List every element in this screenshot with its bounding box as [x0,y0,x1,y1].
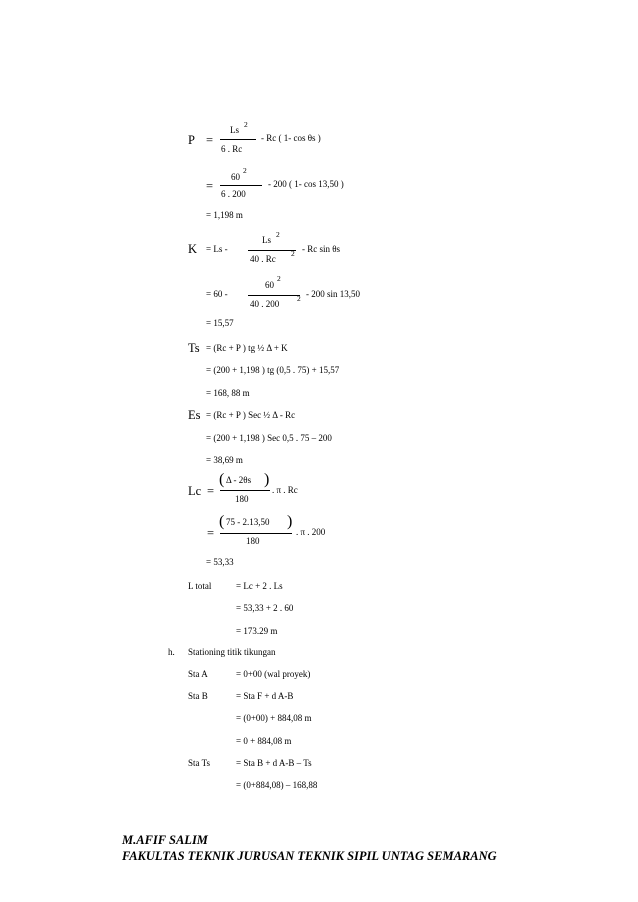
footer-institution: FAKULTAS TEKNIK JURUSAN TEKNIK SIPIL UNTAG SEMARANG [122,849,497,863]
footer-author: M.AFIF SALIM [122,833,208,847]
ltotal-line-2: = 53,33 + 2 . 60 [236,603,294,613]
lc-f2-den: 180 [246,536,260,546]
station-label: Sta Ts [188,758,210,768]
p-f1-num: Ls [230,125,239,135]
station-label: Sta B [188,691,208,701]
p-f1-den: 6 . Rc [221,144,243,154]
stationing-heading: Stationing titik tikungan [188,647,276,657]
ts-line-2: = (200 + 1,198 ) tg (0,5 . 75) + 15,57 [206,365,340,375]
lc-f2-tail: . π . 200 [296,527,326,537]
k-f1-num: Ls [262,235,271,245]
k-f1-den: 40 . Rc [250,254,276,264]
lc-f1-tail: . π . Rc [272,485,298,495]
station-value: = 0+00 (wal proyek) [236,669,311,679]
k-result: = 15,57 [206,318,234,328]
station-value: = Sta B + d A-B – Ts [236,758,312,768]
station-value: = (0+00) + 884,08 m [236,713,312,723]
stationing-marker: h. [168,647,175,657]
lc-f1-den: 180 [235,494,249,504]
lc-f2-num: 75 - 2.13,50 [226,517,270,527]
ltotal-line-1: = Lc + 2 . Ls [236,581,283,591]
lc-f1-bar [220,490,270,491]
ltotal-line-3: = 173.29 m [236,626,278,636]
lc-f1-lparen: ( [219,471,225,488]
p-f2-num-sup: 2 [243,166,247,175]
ts-line-1: = (Rc + P ) tg ½ Δ + K [206,343,288,353]
lc-label: Lc [188,484,202,498]
ltotal-label: L total [188,581,212,591]
p-equals: = [206,133,214,147]
k-f1-num-sup: 2 [276,230,280,239]
p-f2-tail: - 200 ( 1- cos 13,50 ) [268,179,344,189]
k-f2-bar [248,295,300,296]
es-line-3: = 38,69 m [206,455,243,465]
p-f2-num: 60 [231,172,240,182]
k-f1-tail: - Rc sin θs [302,244,341,254]
station-value: = (0+884,08) – 168,88 [236,780,318,790]
station-value: = Sta F + d A-B [236,691,294,701]
p-equals-2: = [206,179,214,193]
p-f2-bar [220,185,262,186]
p-f1-num-sup: 2 [244,120,248,129]
k-f2-num-sup: 2 [277,274,281,283]
k-eq-head: = Ls - [206,244,228,254]
k-f2-den-sup: 2 [297,294,301,303]
lc-f1-rparen: ) [264,471,270,488]
k-eq2-head: = 60 - [206,289,228,299]
station-label: Sta A [188,669,208,679]
k-f2-tail: - 200 sin 13,50 [306,289,360,299]
p-f1-tail: - Rc ( 1- cos θs ) [261,133,321,143]
lc-result: = 53,33 [206,557,234,567]
lc-f1-num: Δ - 2θs [226,475,252,485]
k-f1-bar [248,250,296,251]
es-line-2: = (200 + 1,198 ) Sec 0,5 . 75 – 200 [206,433,332,443]
lc-equals: = [207,484,215,498]
p-result: = 1,198 m [206,210,243,220]
k-label: K [188,242,198,256]
lc-f2-bar [220,533,292,534]
p-f1-bar [220,139,256,140]
k-f1-den-sup: 2 [291,249,295,258]
p-f2-den: 6 . 200 [221,189,246,199]
k-f2-num: 60 [265,280,274,290]
lc-equals-2: = [207,526,215,540]
k-f2-den: 40 . 200 [250,299,280,309]
ts-label: Ts [188,341,200,355]
lc-f2-lparen: ( [219,513,225,530]
ts-line-3: = 168, 88 m [206,388,250,398]
station-value: = 0 + 884,08 m [236,736,292,746]
es-line-1: = (Rc + P ) Sec ½ Δ - Rc [206,410,296,420]
lc-f2-rparen: ) [287,513,293,530]
es-label: Es [188,408,201,422]
p-label: P [188,133,195,147]
